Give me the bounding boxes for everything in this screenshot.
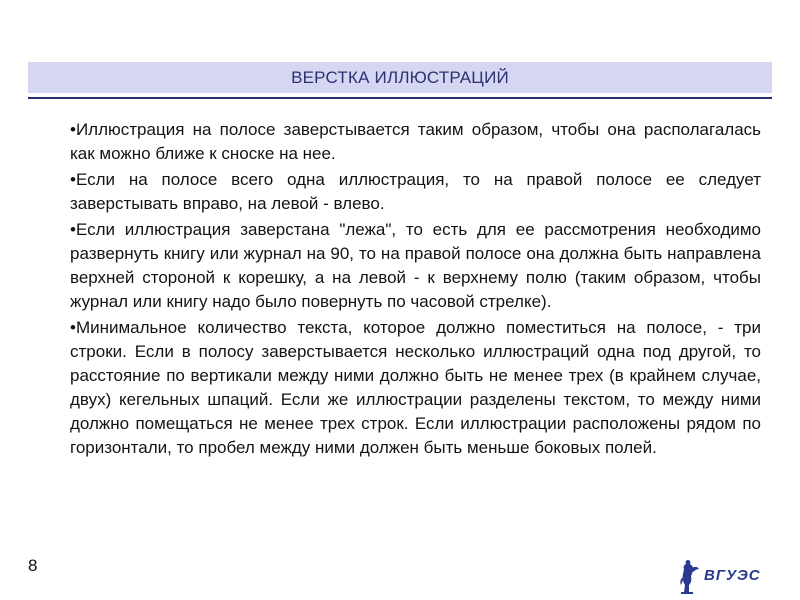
bullet-paragraph-2 bbox=[70, 168, 761, 216]
paragraph-text: Если иллюстрация заверстана "лежа", то есть для ее рассмотрения необходимо развернуть книгу или журнал на 90, то на правой полосе она должна быть направлена верхней стороной к корешку, а на левой - к верхнему полю (таким образом, чтобы журнал или книгу надо было повернуть по часовой стрелке). bbox=[70, 220, 761, 311]
slide-body bbox=[70, 118, 761, 462]
title-divider bbox=[28, 97, 772, 99]
university-logo bbox=[676, 554, 776, 596]
bullet-marker: • bbox=[70, 318, 76, 337]
bullet-marker: • bbox=[70, 120, 76, 139]
paragraph-text: Иллюстрация на полосе заверстывается таким образом, чтобы она располагалась как можно ближе к сноске на нее. bbox=[70, 120, 761, 163]
slide-title: ВЕРСТКА ИЛЛЮСТРАЦИЙ bbox=[291, 67, 509, 87]
bullet-marker: • bbox=[70, 170, 76, 189]
logo-wordmark: ВГУЭС bbox=[704, 567, 761, 584]
bullet-paragraph-4 bbox=[70, 316, 761, 460]
bullet-marker: • bbox=[70, 220, 76, 239]
paragraph-text: Если на полосе всего одна иллюстрация, то на правой полосе ее следует заверстывать вправо, на левой - влево. bbox=[70, 170, 761, 213]
paragraph-text: Минимальное количество текста, которое должно поместиться на полосе, - три строки. Если в полосу заверстывается несколько иллюстраций одна под другой, то расстояние по вертикали между ними должно быть не менее трех (в крайнем случае, двух) кегельных шпаций. Если же иллюстрации разделены текстом, то между ними должно помещаться не менее трех строк. Если иллюстрации расположены рядом по горизонтали, то пробел между ними должен быть меньше боковых полей. bbox=[70, 318, 761, 457]
page-number: 8 bbox=[28, 556, 38, 575]
bullet-paragraph-1 bbox=[70, 118, 761, 166]
logo-emblem-icon bbox=[680, 560, 699, 594]
bullet-paragraph-3 bbox=[70, 218, 761, 314]
slide-title-band bbox=[28, 62, 772, 93]
